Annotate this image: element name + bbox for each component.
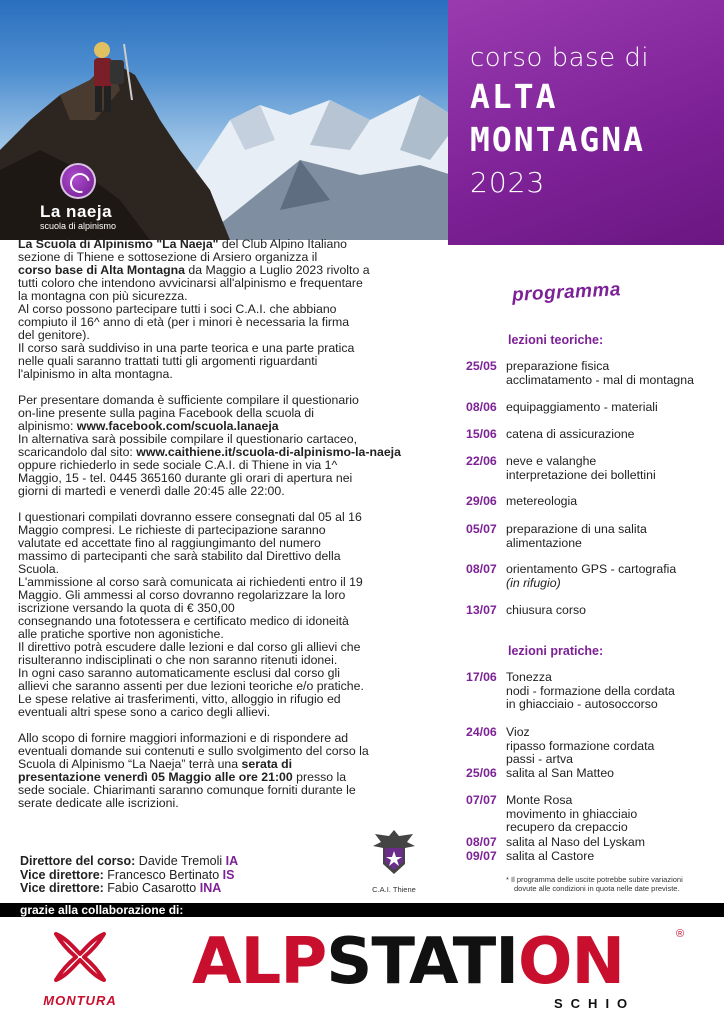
text-run: I questionari compilati dovranno essere consegnati dal 05 al 16	[18, 510, 362, 524]
event-date: 08/07	[466, 835, 497, 849]
text-run: sezione di Thiene e sottosezione di Arsiero organizza il	[18, 250, 318, 264]
event-line: recupero da crepaccio	[506, 820, 628, 834]
title-line-1: corso base di	[470, 43, 650, 73]
text-run: In ogni caso saranno automaticamente esclusi dal corso gli	[18, 666, 340, 680]
event-description	[506, 726, 724, 767]
event-line: Tonezza	[506, 670, 552, 684]
director-name: Davide Tremoli	[135, 854, 226, 868]
event-description	[506, 428, 724, 442]
event-description	[506, 360, 724, 387]
text-line	[18, 550, 436, 563]
text-line	[18, 797, 436, 810]
text-run: Maggio compresi. Le richieste di partecipazione saranno	[18, 523, 326, 537]
paragraph-application	[18, 394, 436, 498]
text-run: Le spese relative ai trasferimenti, vitto, alloggio in rifugio ed	[18, 692, 341, 706]
text-run: la montagna con più sicurezza.	[18, 289, 188, 303]
text-run: valutate ed accettate fino al raggiungimanto del numero	[18, 536, 321, 550]
alpstation-part-1: ALP	[192, 925, 327, 999]
text-run: del genitore).	[18, 328, 90, 342]
event-line: acclimatamento - mal di montagna	[506, 372, 694, 387]
bold-text: La Scuola di Alpinismo "La Naeja"	[18, 237, 219, 251]
text-run: Il corso sarà suddiviso in una parte teorica e una parte pratica	[18, 341, 355, 355]
text-run: on-line presente sulla pagina Facebook della scuola di	[18, 406, 315, 420]
alpstation-part-3: ON	[518, 925, 624, 999]
text-run: compiuto il 16^ anno di età (per i minori è necessaria la firma	[18, 315, 350, 329]
event-line: neve e valanghe	[506, 454, 597, 468]
program-event	[466, 850, 724, 864]
event-date: 09/07	[466, 849, 497, 863]
cai-label: C.A.I. Thiene	[372, 885, 416, 894]
logo-subtitle: scuola di alpinismo	[40, 221, 117, 231]
text-run: Scuola di Alpinismo “La Naeja” terrà una	[18, 757, 242, 771]
text-run: del Club Alpino Italiano	[218, 237, 348, 251]
text-run: massimo di partecipanti che sarà stabilito dal Direttivo della	[18, 549, 341, 563]
event-line: Monte Rosa	[506, 793, 573, 807]
event-line: salita al Castore	[506, 849, 595, 863]
event-description	[506, 671, 724, 712]
event-line: salita al San Matteo	[506, 766, 615, 780]
text-run: sede sociale. Chiarimanti saranno comunque forniti durante le	[18, 783, 356, 797]
alpstation-city: SCHIO	[554, 996, 636, 1011]
event-line: nodi - formazione della cordata	[506, 683, 675, 698]
director-role: Direttore del corso:	[20, 854, 136, 868]
alpstation-logo	[192, 925, 685, 1011]
text-run: giorni di martedì e venerdì dalle 20:45 alle 22:00.	[18, 484, 285, 498]
event-description	[506, 850, 724, 864]
la-naeja-logo-icon	[60, 163, 96, 199]
text-run: consegnando una fototessera e certificato medico di idoneità	[18, 614, 349, 628]
text-run: L'ammissione al corso sarà comunicata ai richiedenti entro il 19	[18, 575, 363, 589]
text-run: allievi che saranno assenti per due lezioni teoriche e/o pratiche.	[18, 679, 364, 693]
text-run: alle pratiche sportive non agonistiche.	[18, 627, 224, 641]
event-date: 25/06	[466, 766, 497, 780]
event-description	[506, 523, 724, 550]
program-event	[466, 794, 724, 835]
event-line: orientamento GPS - cartografia	[506, 562, 677, 576]
program-event	[466, 455, 724, 482]
program-event	[466, 401, 724, 415]
program-event	[466, 523, 724, 550]
note-line-1: * Il programma delle uscite potrebbe subire variazioni	[506, 875, 683, 884]
note-line-2: dovute alle condizioni in quota nelle date previste.	[514, 884, 680, 893]
text-run: Maggio. Gli ammessi al corso dovranno regolarizzare la loro	[18, 588, 346, 602]
event-date: 05/07	[466, 522, 497, 536]
event-date: 15/06	[466, 427, 497, 441]
sponsor-bar: grazie alla collaborazione di:	[0, 903, 724, 917]
event-line: interpretazione dei bollettini	[506, 467, 656, 482]
program-event	[466, 604, 724, 618]
paragraph-intro	[18, 238, 436, 381]
director-qualification: IS	[222, 867, 235, 882]
event-date: 13/07	[466, 603, 497, 617]
text-run: Maggio, 15 - tel. 0445 365160 durante gli orari di apertura nei	[18, 471, 353, 485]
program-event	[466, 671, 724, 712]
text-run: Scuola.	[18, 562, 60, 576]
la-naeja-logo	[40, 163, 130, 231]
event-date: 07/07	[466, 793, 497, 807]
director-name: Fabio Casarotto	[103, 881, 200, 895]
event-date: 17/06	[466, 670, 497, 684]
event-date: 08/06	[466, 400, 497, 414]
bold-text: www.facebook.com/scuola.lanaeja	[76, 419, 279, 433]
event-description	[506, 767, 724, 781]
title-line-3: MONTAGNA	[470, 120, 645, 160]
event-line: preparazione fisica	[506, 359, 610, 373]
event-line: Vioz	[506, 725, 530, 739]
event-line: alimentazione	[506, 535, 582, 550]
program-event	[466, 495, 724, 509]
program-note	[506, 875, 716, 893]
director-qualification: IA	[225, 854, 239, 868]
text-line	[18, 706, 436, 719]
alpstation-part-2: STATI	[326, 925, 519, 999]
text-run: oppure richiederlo in sede sociale C.A.I. di Thiene in via 1^	[18, 458, 338, 472]
montura-logo	[30, 928, 130, 1008]
text-run: nelle quali saranno trattati tutti gli argomenti riguardanti	[18, 354, 318, 368]
director-role: Vice direttore:	[20, 867, 104, 882]
text-run: eventuali altri spese sono a carico degli allievi.	[18, 705, 271, 719]
director-row	[20, 869, 238, 883]
text-run: scaricandolo dal sito:	[18, 445, 137, 459]
program-title: programma	[511, 279, 622, 306]
logo-name: La naeja	[40, 202, 113, 221]
program-event	[466, 428, 724, 442]
paragraph-presentation	[18, 732, 436, 810]
event-description	[506, 401, 724, 415]
director-row	[20, 855, 238, 869]
text-run: Al corso possono partecipare tutti i soci C.A.I. che abbiano	[18, 302, 337, 316]
text-run: Il direttivo potrà escudere dalle lezioni e dal corso gli allievi che	[18, 640, 361, 654]
event-line: salita al Naso del Lyskam	[506, 835, 645, 849]
text-run: iscrizione versando la quota di € 350,00	[18, 601, 235, 615]
bold-text: presentazione venerdì 05 Maggio alle ore 21:00	[18, 770, 293, 784]
text-run: presso la	[292, 770, 347, 784]
bold-text: www.caithiene.it/scuola-di-alpinismo-la-naeja	[136, 445, 401, 459]
paragraph-admission	[18, 511, 436, 719]
program-section-heading: lezioni teoriche:	[508, 333, 604, 347]
event-description	[506, 794, 724, 835]
event-description	[506, 455, 724, 482]
director-role: Vice direttore:	[20, 881, 104, 895]
course-description	[18, 238, 436, 823]
event-line: passi - artva	[506, 752, 573, 766]
event-line: ripasso formazione cordata	[506, 738, 655, 753]
event-description	[506, 495, 724, 509]
program-event	[466, 726, 724, 767]
event-line: in ghiacciaio - autosoccorso	[506, 697, 658, 711]
event-date: 24/06	[466, 725, 497, 739]
event-line: catena di assicurazione	[506, 427, 635, 441]
director-row	[20, 882, 238, 896]
program-section-heading: lezioni pratiche:	[508, 644, 604, 658]
text-run: l'alpinismo in alta montagna.	[18, 367, 173, 381]
text-run: da Maggio a Luglio 2023 rivolto a	[184, 263, 370, 277]
event-line: preparazione di una salita	[506, 522, 647, 536]
event-line: chiusura corso	[506, 603, 586, 617]
program-event	[466, 563, 724, 590]
text-run: eventuali domande sui contenuti e sullo svolgimento del corso la	[18, 744, 369, 758]
text-run: Per presentare domanda è sufficiente compilare il questionario	[18, 393, 359, 407]
director-name: Francesco Bertinato	[103, 867, 223, 882]
alpstation-wordmark	[192, 925, 624, 999]
text-line	[18, 368, 436, 381]
event-description	[506, 604, 724, 618]
text-run: In alternativa sarà possibile compilare il questionario cartaceo,	[18, 432, 358, 446]
event-date: 25/05	[466, 359, 497, 373]
title-year: 2023	[470, 165, 546, 199]
event-description	[506, 563, 724, 590]
text-run: serate dedicate alle iscrizioni.	[18, 796, 179, 810]
director-qualification: INA	[199, 881, 222, 895]
event-description	[506, 836, 724, 850]
title-line-2: ALTA	[470, 76, 558, 116]
event-line: (in rifugio)	[506, 575, 561, 590]
text-run: Allo scopo di fornire maggiori informazioni e di rispondere ad	[18, 731, 349, 745]
program-event	[466, 767, 724, 781]
program-event	[466, 836, 724, 850]
title-box	[448, 0, 724, 245]
text-line	[18, 485, 436, 498]
event-date: 22/06	[466, 454, 497, 468]
registered-mark: ®	[676, 928, 685, 940]
cai-eagle-icon	[369, 826, 419, 878]
event-date: 08/07	[466, 562, 497, 576]
bold-text: corso base di Alta Montagna	[18, 263, 185, 277]
program-event	[466, 360, 724, 387]
cai-emblem	[362, 826, 426, 894]
event-line: movimento in ghiacciaio	[506, 806, 638, 821]
course-directors	[20, 855, 238, 896]
event-date: 29/06	[466, 494, 497, 508]
bold-text: serata di	[241, 757, 293, 771]
montura-x-icon	[48, 928, 112, 986]
text-run: alpinismo:	[18, 419, 77, 433]
text-run: risulteranno indisciplinati o che non saranno ritenuti idonei.	[18, 653, 338, 667]
event-line: metereologia	[506, 494, 578, 508]
event-line: equipaggiamento - materiali	[506, 400, 658, 414]
montura-wordmark: MONTURA	[43, 993, 117, 1008]
text-run: tutti coloro che intendono avvicinarsi all'alpinismo e frequentare	[18, 276, 363, 290]
